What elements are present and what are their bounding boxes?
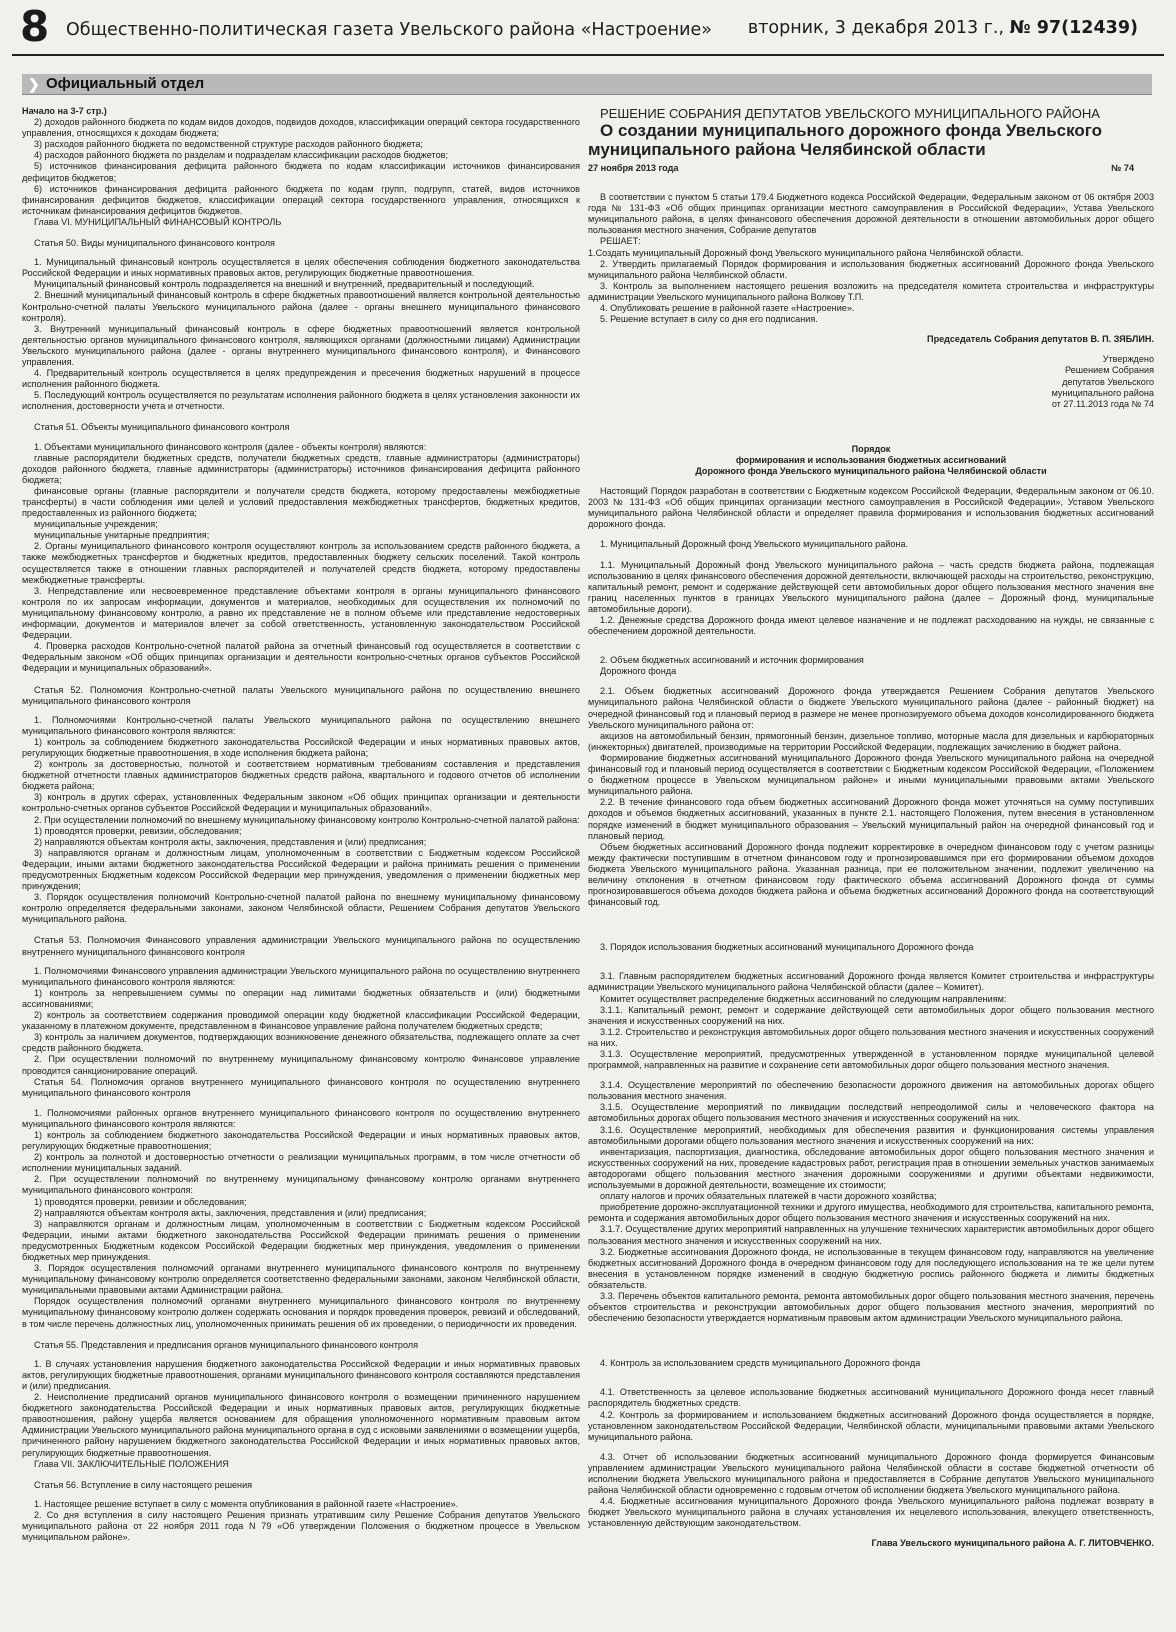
- paragraph: 1) проводятся проверки, ревизии и обследования;: [34, 1196, 247, 1207]
- paragraph: 4.2. Контроль за формированием и использованием бюджетных ассигнований Дорожного фонда осуществляется в порядке, установленном законодательством Российской Федерации, Челябинской области, муниципальными правовыми актами Увельского муниципального района.: [588, 1409, 1154, 1442]
- chapter-heading: Глава VI. МУНИЦИПАЛЬНЫЙ ФИНАНСОВЫЙ КОНТРОЛЬ: [34, 216, 282, 227]
- paragraph: оплату налогов и прочих обязательных платежей в части дорожного хозяйства;: [600, 1191, 937, 1202]
- issue-dateline: [748, 18, 1138, 38]
- paragraph: 1.1. Муниципальный Дорожный фонд Увельского муниципального района – часть средств бюджета района, подлежащая использованию в целях финансового обеспечения дорожной деятельности, включающей расходы на строительство, реконструкцию, капитальный ремонт, ремонт и содержание действующей сети автомобильных дорог общего пользования местного значения вне границ населенных пунктов в границах Увельского муниципального района (далее – Дорожный фонд, муниципальные автомобильные дороги).: [588, 559, 1154, 614]
- rubric-label: Официальный отдел: [46, 75, 205, 92]
- paragraph: 1) контроль за непревышением суммы по операции над лимитами бюджетных обязательств и (или) бюджетными ассигнованиями;: [22, 987, 580, 1009]
- paragraph: 3.1. Главным распорядителем бюджетных ассигнований Дорожного фонда является Комитет строительства и инфраструктуры администрации Увельского муниципального района Челябинской области (далее – Комитет).: [588, 971, 1154, 993]
- paragraph: 6) источников финансирования дефицита районного бюджета по кодам групп, подгрупп, статей, видов источников финансирования дефицитов бюджетов, классификации операций сектора государственного управления, относящихся к источникам финансирования дефицитов бюджетов.: [22, 183, 580, 216]
- paragraph: В соответствии с пунктом 5 статьи 179.4 Бюджетного кодекса Российской Федерации, Федеральным законом от 06 октября 2003 года № 131-ФЗ «Об общих принципах организации местного самоуправления в Российской Федерации», Устава Увельского муниципального района, в целях финансового обеспечения дорожной деятельности в отношении автомобильных дорог общего пользования местного значения, Собрание депутатов: [588, 192, 1154, 236]
- paragraph: Комитет осуществляет распределение бюджетных ассигнований по следующим направлениям:: [600, 993, 1007, 1004]
- rubric-arrow-icon: ❯: [28, 76, 40, 92]
- paragraph: 5) источников финансирования дефицита районного бюджета по кодам классификации источников финансирования дефицитов бюджетов;: [22, 161, 580, 183]
- approval-line: муниципального района: [1051, 387, 1154, 398]
- paragraph: 3.2. Бюджетные ассигнования Дорожного фонда, не использованные в текущем финансовом году, направляются на увеличение бюджетных ассигнований Дорожного фонда в очередном финансовом году для последующего использования на те же цели путем внесения в установленном порядке изменений в сводную бюджетную роспись районного бюджета и лимиты бюджетных обязательств.: [588, 1246, 1154, 1290]
- paragraph: главные распорядители бюджетных средств, получатели бюджетных средств, главные администраторы (администраторы) доходов районного бюджета, главные администраторы (администраторы) источников финансирования дефицита районного бюджета;: [22, 452, 580, 485]
- paragraph: 4. Предварительный контроль осуществляется в целях предупреждения и пресечения бюджетных нарушений в процессе исполнения районного бюджета.: [22, 368, 580, 390]
- newspaper-title: Общественно-политическая газета Увельского района «Настроение»: [66, 20, 712, 40]
- paragraph: муниципальные унитарные предприятия;: [34, 530, 210, 541]
- order-subtitle: Дорожного фонда Увельского муниципального района Челябинской области: [695, 465, 1047, 476]
- paragraph: 2. Органы муниципального финансового контроля осуществляют контроль за использованием средств районного бюджета, а также межбюджетных трансфертов и бюджетных кредитов, предоставленных бюджету сельских поселений. Такой контроль осуществляется также в отношении главных распорядителей и получателей средств бюджета, которому предоставлены межбюджетные трансферты.: [22, 541, 580, 585]
- article-heading: Статья 54. Полномочия органов внутреннего муниципального финансового контроля по осуществлению внутреннего муниципального финансового контроля: [22, 1076, 580, 1098]
- paragraph: 5. Решение вступает в силу со дня его подписания.: [600, 314, 818, 325]
- paragraph: 2. Внешний муниципальный финансовый контроль в сфере бюджетных правоотношений является контрольной деятельностью Контрольно-счетной палаты Увельского муниципального района (далее - органы внешнего муниципального финансового контроля).: [22, 290, 580, 323]
- paragraph: 2. При осуществлении полномочий по внутреннему муниципальному финансовому контролю органами внутреннего муниципального финансового контроля:: [22, 1174, 580, 1196]
- paragraph: 3. Внутренний муниципальный финансовый контроль в сфере бюджетных правоотношений является контрольной деятельностью органов муниципального финансового контроля, являющихся органами (должностными лицами) Администрации Увельского муниципального района (далее - органы внутреннего муниципального финансового контроля), и Финансового управления.: [22, 323, 580, 367]
- paragraph: 3.1.6. Осуществление мероприятий, необходимых для обеспечения развития и функционирования системы управления автомобильными дорогами общего пользования местного значения и искусственных сооружений на них:: [588, 1124, 1154, 1146]
- paragraph: 4) расходов районного бюджета по разделам и подразделам классификации расходов бюджетов;: [34, 150, 448, 161]
- paragraph: 3.1.4. Осуществление мероприятий по обеспечению безопасности дорожного движения на автомобильных дорогах общего пользования местного значения.: [588, 1080, 1154, 1102]
- paragraph: 4. Опубликовать решение в районной газете «Настроение».: [600, 303, 855, 314]
- resolves-label: РЕШАЕТ:: [600, 236, 641, 247]
- paragraph: 3) контроль за наличием документов, подтверждающих возникновение денежного обязательства, подлежащего оплате за счет средств районного бюджета.: [22, 1032, 580, 1054]
- article-heading: Статья 55. Представления и предписания органов муниципального финансового контроля: [34, 1339, 419, 1350]
- paragraph: 2.2. В течение финансового года объем бюджетных ассигнований Дорожного фонда может уточняться на сумму поступивших доходов и объемов бюджетных ассигнований, указанных в пункте 2.1. настоящего Положения, путем внесения в установленном порядке изменений в бюджет муниципального образования – Увельский муниципальный район на очередной финансовый год и плановый период.: [588, 797, 1154, 841]
- resolution-dateline: [588, 163, 1154, 174]
- article-heading: Статья 53. Полномочия Финансового управления администрации Увельского муниципального района по осуществлению внутреннего муниципального финансового контроля: [22, 935, 580, 957]
- order-subtitle: формирования и использования бюджетных ассигнований: [735, 454, 1007, 465]
- paragraph: 3.1.2. Строительство и реконструкция автомобильных дорог общего пользования местного значения и искусственных сооружений на них.: [588, 1026, 1154, 1048]
- paragraph: 1) контроль за соблюдением бюджетного законодательства Российской Федерации и иных нормативных правовых актов, регулирующих бюджетные правоотношения, в ходе исполнения бюджета района;: [22, 736, 580, 758]
- paragraph: приобретение дорожно-эксплуатационной техники и другого имущества, необходимого для строительства, капитального ремонта, ремонта и содержания автомобильных дорог общего пользования местного значения и искусственных сооружений на них.: [588, 1202, 1154, 1224]
- article-heading: Статья 52. Полномочия Контрольно-счетной палаты Увельского муниципального района по осуществлению внешнего муниципального финансового контроля: [22, 684, 580, 706]
- paragraph: Муниципальный финансовый контроль подразделяется на внешний и внутренний, предварительный и последующий.: [34, 279, 535, 290]
- paragraph: Порядок осуществления полномочий органами внутреннего муниципального финансового контроля по внутреннему муниципальному финансовому контролю должен содержать основания и порядок проведения проверок, ревизий и обследований, в том числе перечень должностных лиц, уполномоченных принимать решения об их проведении, о периодичности их проведения.: [22, 1296, 580, 1329]
- resolution-kicker: РЕШЕНИЕ СОБРАНИЯ ДЕПУТАТОВ УВЕЛЬСКОГО МУНИЦИПАЛЬНОГО РАЙОНА: [600, 106, 1100, 121]
- paragraph: 2.1. Объем бюджетных ассигнований Дорожного фонда утверждается Решением Собрания депутатов Увельского муниципального района Челябинской области о бюджете Увельского муниципального района (далее - районный бюджет) на очередной финансовый год и плановый период в размере не менее прогнозируемого объема доходов консолидированного бюджета Увельского муниципального района от:: [588, 686, 1154, 730]
- paragraph: 3) направляются органам и должностным лицам, уполномоченным в соответствии с Бюджетным кодексом Российской Федерации, иными актами бюджетного законодательства Российской Федерации и района принимать решения о применении предусмотренных Бюджетным кодексом Российской Федерации мер принуждения, уведомления о применении бюджетных мер принуждения;: [22, 847, 580, 892]
- masthead: [0, 0, 1176, 58]
- issue-number: № 97(12439): [1009, 18, 1138, 38]
- paragraph: 3. Непредставление или несвоевременное представление объектами контроля в органы муниципального финансового контроля по их запросам информации, документов и материалов, необходимых для осуществления их полномочий по муниципальному финансовому контролю, а равно их представление не в полном объеме или представление недостоверных информации, документов и материалов влечет за собой ответственность, установленную законодательством Российской Федерации.: [22, 585, 580, 641]
- paragraph: 1.Создать муниципальный Дорожный фонд Увельского муниципального района Челябинской области.: [588, 247, 1024, 258]
- section-heading: 1. Муниципальный Дорожный фонд Увельского муниципального района.: [600, 539, 909, 550]
- paragraph: 1. Муниципальный финансовый контроль осуществляется в целях обеспечения соблюдения бюджетного законодательства Российской Федерации и иных нормативных правовых актов, регулирующих бюджетные правоотношения.: [22, 257, 580, 279]
- paragraph: 1. Полномочиями Финансового управления администрации Увельского муниципального района по осуществлению внутреннего муниципального финансового контроля являются:: [22, 965, 580, 987]
- paragraph: 3.1.3. Осуществление мероприятий, предусмотренных утвержденной в установленном порядке муниципальной целевой программой, направленных на развитие и сохранение сети автомобильных дорог общего пользования местного значения.: [588, 1049, 1154, 1071]
- right-column: [588, 106, 1154, 1626]
- paragraph: 3.1.5. Осуществление мероприятий по ликвидации последствий непреодолимой силы и человеческого фактора на автомобильных дорогах общего пользования местного значения и искусственных сооружений на них.: [588, 1102, 1154, 1124]
- article-heading: Статья 56. Вступление в силу настоящего решения: [34, 1479, 253, 1490]
- paragraph: 2) направляются объектам контроля акты, заключения, представления и (или) предписания;: [34, 1207, 427, 1218]
- paragraph: 5. Последующий контроль осуществляется по результатам исполнения районного бюджета в целях установления законности их исполнения, достоверности учета и отчетности.: [22, 390, 580, 412]
- paragraph: 3.3. Перечень объектов капитального ремонта, ремонта автомобильных дорог общего пользования местного значения, перечень объектов строительства и реконструкции автомобильных дорог общего пользования местного значения, мероприятий по обеспечению безопасности утверждается нормативным правовым актом администрации Увельского муниципального района.: [588, 1290, 1154, 1324]
- section-heading: 2. Объем бюджетных ассигнований и источник формирования: [600, 655, 864, 666]
- paragraph: 1. Настоящее решение вступает в силу с момента опубликования в районной газете «Настроение».: [34, 1498, 459, 1509]
- paragraph: 1. Полномочиями районных органов внутреннего муниципального финансового контроля по осуществлению внутреннего муниципального финансового контроля являются:: [22, 1107, 580, 1129]
- header-rule: [12, 54, 1164, 56]
- paragraph: 2) доходов районного бюджета по кодам видов доходов, подвидов доходов, классификации операций сектора государственного управления, относящихся к доходам бюджета;: [22, 117, 580, 139]
- resolution-number: № 74: [1111, 163, 1134, 173]
- approval-line: депутатов Увельского: [1062, 376, 1154, 387]
- paragraph: 2) контроль за достоверностью, полнотой и соответствием нормативным требованиям составления и представления бюджетной отчетности главных администраторов бюджетных средств района, квартального и годового отчетов об исполнении бюджета района;: [22, 759, 580, 792]
- paragraph: 1. Объектами муниципального финансового контроля (далее - объекты контроля) являются:: [34, 441, 427, 452]
- paragraph: 2) контроль за полнотой и достоверностью отчетности о реализации муниципальных программ, в том числе отчетности об исполнении муниципальных заданий.: [22, 1152, 580, 1174]
- paragraph: 3. Порядок осуществления полномочий Контрольно-счетной палатой района по внешнему муниципальному финансовому контролю определяется федеральными законами, законом Челябинской области, Решением Собрания депутатов Увельского муниципального района.: [22, 892, 580, 925]
- approval-line: Утверждено: [1102, 354, 1154, 365]
- paragraph: финансовые органы (главные распорядители и получатели средств бюджета, которому предоставлены межбюджетные трансферты) в части соблюдения ими целей и условий предоставления межбюджетных трансфертов, бюджетных кредитов, предоставленных из районного бюджета;: [22, 485, 580, 519]
- paragraph: 1) проводятся проверки, ревизии, обследования;: [34, 825, 242, 836]
- order-title: Порядок: [851, 443, 891, 454]
- section-heading: 4. Контроль за использованием средств муниципального Дорожного фонда: [600, 1358, 921, 1369]
- paragraph: Формирование бюджетных ассигнований муниципального Дорожного фонда Увельского муниципального района на очередной финансовый год и плановый период осуществляется в соответствии с Бюджетным кодексом Российской Федерации, «Положением о бюджетном процессе в Увельском муниципальном районе» и иными муниципальными правовыми актами Увельского муниципального района.: [588, 752, 1154, 797]
- paragraph: 2. Неисполнение предписаний органов муниципального финансового контроля о возмещении причиненного нарушением бюджетного законодательства Российской Федерации и иных нормативных правовых актов, регулирующих бюджетные правоотношения, району ущерба является основанием для обращения уполномоченного нормативным правовым актом Администрации Увельского муниципального района муниципального органа в суд с исковыми заявлениями о возмещении ущерба, причиненного району нарушением бюджетного законодательства Российской Федерации и иных нормативных правовых актов, регулирующих бюджетные правоотношения.: [22, 1392, 580, 1458]
- paragraph: 3.1.1. Капитальный ремонт, ремонт и содержание действующей сети автомобильных дорог общего пользования местного значения и искусственных сооружений на них.: [588, 1004, 1154, 1026]
- paragraph: 4.4. Бюджетные ассигнования муниципального Дорожного фонда Увельского муниципального района подлежат возврату в бюджет Увельского муниципального района в случаях установления их нецелевого использования, влекущего ответственность, установленную действующим законодательством.: [588, 1496, 1154, 1529]
- paragraph: 3. Порядок осуществления полномочий органами внутреннего муниципального финансового контроля по внутреннему муниципальному финансовому контролю определяется соответственно федеральными законами, законом Челябинской области, муниципальными правовыми актами Администрации района.: [22, 1263, 580, 1296]
- head-signature: Глава Увельского муниципального района А. Г. ЛИТОВЧЕНКО.: [871, 1538, 1154, 1549]
- paragraph: инвентаризация, паспортизация, диагностика, обследование автомобильных дорог общего пользования местного значения и искусственных сооружений на них, проведение кадастровых работ, регистрация прав в отношении земельных участков занимаемых автодорогами общего пользования местного значения дорожными сооружениями и другими объектами недвижимости, используемыми в дорожной деятельности, возмещение их стоимости;: [588, 1146, 1154, 1191]
- resolution-date: 27 ноября 2013 года: [588, 163, 679, 173]
- article-heading: Статья 51. Объекты муниципального финансового контроля: [34, 422, 290, 433]
- section-heading: Дорожного фонда: [600, 666, 677, 677]
- approval-line: Решением Собрания: [1065, 365, 1154, 376]
- approval-line: от 27.11.2013 года № 74: [1051, 398, 1154, 409]
- paragraph: 2. При осуществлении полномочий по внутреннему муниципальному финансовому контролю Финансовое управление проводится санкционирование операций.: [22, 1054, 580, 1076]
- continued-note: Начало на 3-7 стр.): [22, 106, 107, 116]
- section-rubric: [22, 74, 1152, 95]
- paragraph: 3) направляются органам и должностным лицам, уполномоченным в соответствии с Бюджетным кодексом Российской Федерации, иными актами бюджетного законодательства Российской Федерации принимать решения о применении предусмотренных Бюджетным кодексом Российской Федерации бюджетных мер принуждения, уведомления о применении бюджетных мер принуждения.: [22, 1218, 580, 1262]
- paragraph: 4.1. Ответственность за целевое использование бюджетных ассигнований муниципального Дорожного фонда несет главный распорядитель бюджетных средств.: [588, 1387, 1154, 1409]
- paragraph: 1) контроль за соблюдением бюджетного законодательства Российской Федерации и иных нормативных правовых актов, регулирующих бюджетные правоотношения;: [22, 1129, 580, 1152]
- left-column: [22, 106, 580, 1626]
- paragraph: 3. Контроль за выполнением настоящего решения возложить на председателя комитета строительства и инфраструктуры администрации Увельского муниципального района Волкову Т.П.: [588, 280, 1154, 302]
- paragraph: 3) контроль в других сферах, установленных Федеральным законом «Об общих принципах организации и деятельности контрольно-счетных органов субъектов Российской Федерации и муниципальных образований».: [22, 792, 580, 814]
- paragraph: 2. Со дня вступления в силу настоящего Решения признать утратившим силу Решение Собрания депутатов Увельского муниципального района от 22 ноября 2011 года N 79 «Об утверждении Положения о бюджетном процессе в Увельском муниципальном районе».: [22, 1509, 580, 1543]
- section-heading: 3. Порядок использования бюджетных ассигнований муниципального Дорожного фонда: [600, 942, 974, 953]
- chapter-heading: Глава VII. ЗАКЛЮЧИТЕЛЬНЫЕ ПОЛОЖЕНИЯ: [34, 1458, 229, 1469]
- issue-date: вторник, 3 декабря 2013 г.,: [747, 18, 1005, 38]
- paragraph: 4.3. Отчет об использовании бюджетных ассигнований муниципального Дорожного фонда формируется Финансовым управлением администрации Увельского муниципального района Челябинской области в составе бюджетной отчетности об исполнении бюджета Увельского муниципального района и предоставляется в Собрание депутатов Увельского муниципального района Челябинской области одновременно с годовым отчетом об исполнении бюджета Увельского муниципального района.: [588, 1451, 1154, 1496]
- paragraph: муниципальные учреждения;: [34, 519, 158, 530]
- resolution-title: О создании муниципального дорожного фонда Увельского муниципального района Челябинской области: [588, 121, 1103, 159]
- paragraph: 2. Утвердить прилагаемый Порядок формирования и использования бюджетных ассигнований Дорожного фонда Увельского муниципального района Челябинской области.: [588, 258, 1154, 280]
- page-number: 8: [20, 2, 50, 51]
- paragraph: Объем бюджетных ассигнований Дорожного фонда подлежит корректировке в очередном финансовом году с учетом разницы между фактически поступившим в отчетном финансовом году и прогнозировавшимся при его формировании объемом доходов бюджета Увельского муниципального района. Указанная разница, при ее положительном значении, подлежит увеличению на величину отклонения в отчетном финансовом году фактического объема ассигнований Дорожного фонда от суммы прогнозировавшегося объема доходов бюджета района и объема бюджетных ассигнований Дорожного фонда на соответствующий финансовый год.: [588, 841, 1154, 908]
- paragraph: акцизов на автомобильный бензин, прямогонный бензин, дизельное топливо, моторные масла для дизельных и карбюраторных (инжекторных) двигателей, производимые на территории Российской Федерации, подлежащих зачислению в бюджет района.: [588, 730, 1154, 752]
- article-heading: Статья 50. Виды муниципального финансового контроля: [34, 238, 275, 249]
- paragraph: Настоящий Порядок разработан в соответствии с Бюджетным кодексом Российской Федерации, Федеральным законом от 06.10. 2003 № 131-ФЗ «Об общих принципах организации местного самоуправления в Российской Федерации», Уставом Увельского муниципального района Челябинской области и определяет правила формирования и использования бюджетных ассигнований дорожного фонда.: [588, 486, 1154, 530]
- paragraph: 1. Полномочиями Контрольно-счетной палаты Увельского муниципального района по осуществлению внешнего муниципального финансового контроля являются:: [22, 714, 580, 736]
- paragraph: 3.1.7. Осуществление других мероприятий направленных на улучшение технических характеристик автомобильных дорог общего пользования местного значения и искусственных сооружений на них.: [588, 1224, 1154, 1246]
- paragraph: 1. В случаях установления нарушения бюджетного законодательства Российской Федерации и иных нормативных правовых актов, регулирующих бюджетные правоотношения, органами муниципального финансового контроля составляются представления и (или) предписания.: [22, 1358, 580, 1391]
- paragraph: 1.2. Денежные средства Дорожного фонда имеют целевое назначение и не подлежат расходованию на нужды, не связанные с обеспечением дорожной деятельности.: [588, 615, 1154, 637]
- paragraph: 2) направляются объектам контроля акты, заключения, представления и (или) предписания;: [34, 836, 427, 847]
- paragraph: 2. При осуществлении полномочий по внешнему муниципальному финансовому контролю Контрольно-счетной палатой района:: [34, 814, 580, 825]
- paragraph: 2) контроль за соответствием содержания проводимой операции коду бюджетной классификации Российской Федерации, указанному в платежном документе, представленном в Финансовое управление района получателем бюджетных средств;: [22, 1010, 580, 1032]
- chair-signature: Председатель Собрания депутатов В. П. ЗЯБЛИН.: [927, 334, 1154, 345]
- paragraph: 4. Проверка расходов Контрольно-счетной палатой района за отчетный финансовый год осуществляется в соответствии с Федеральным законом «Об общих принципах организации и деятельности контрольно-счетных органов субъектов Российской Федерации и муниципальных образований».: [22, 641, 580, 674]
- paragraph: 3) расходов районного бюджета по ведомственной структуре расходов районного бюджета;: [34, 139, 423, 150]
